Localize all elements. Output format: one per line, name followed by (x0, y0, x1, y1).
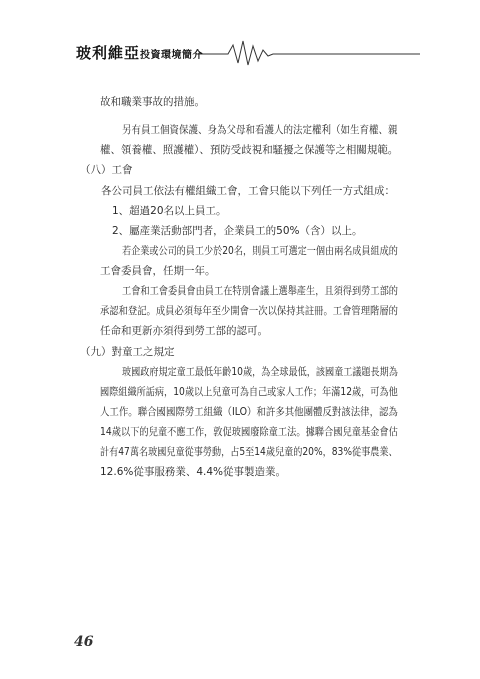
text-line: 承認和登記。成員必須每年至少開會一次以保持其註冊。工會管理階層的 (100, 305, 398, 317)
text-line: 另有員工個資保護、身為父母和看護人的法定權利（如生育權、親 (122, 124, 398, 136)
text-line: 12.6%從事服務業、4.4%從事製造業。 (100, 466, 287, 478)
text-line: 若企業或公司的員工少於20名，則員工可選定一個由兩名成員組成的 (122, 245, 398, 257)
text-line: 玻國政府規定童工最低年齡10歲，為全球最低，該國童工議題長期為 (122, 366, 398, 378)
text-line: 工會委員會，任期一年。 (100, 265, 216, 277)
text-line: 人工作。聯合國國際勞工組織（ILO）和許多其他團體反對該法律，認為 (100, 406, 398, 418)
header-title (76, 42, 203, 63)
section-heading: （八）工會 (80, 164, 133, 176)
page-number: 46 (74, 634, 94, 650)
list-item: 2、屬產業活動部門者，企業員工的50%（含）以上。 (112, 225, 363, 237)
list-item: 1、超過20名以上員工。 (112, 205, 227, 217)
text-line: 14歲以下的兒童不應工作，敦促玻國廢除童工法。據聯合國兒童基金會估 (100, 426, 398, 438)
text-line: 國際組織所詬病，10歲以上兒童可為自己或家人工作；年滿12歲，可為他 (100, 386, 398, 398)
heartbeat-line-icon (0, 34, 480, 74)
section-heading: （九）對童工之規定 (80, 346, 175, 358)
text-line: 任命和更新亦須得到勞工部的認可。 (100, 325, 268, 337)
running-header (0, 34, 480, 74)
header-title-main: 玻利維亞 (76, 44, 141, 62)
text-line: 各公司員工依法有權組織工會，工會只能以下列任一方式組成： (101, 185, 395, 197)
text-line: 計有47萬名玻國兒童從事勞動，占5至14歲兒童的20%，83%從事農業、 (100, 446, 398, 458)
text-line: 故和職業事故的措施。 (100, 96, 205, 108)
header-title-sub: 投資環境簡介 (140, 50, 204, 61)
text-line: 權、領養權、照護權）、預防受歧視和騷擾之保護等之相關規範。 (100, 144, 399, 156)
text-line: 工會和工會委員會由員工在特別會議上選舉產生，且須得到勞工部的 (122, 285, 398, 297)
